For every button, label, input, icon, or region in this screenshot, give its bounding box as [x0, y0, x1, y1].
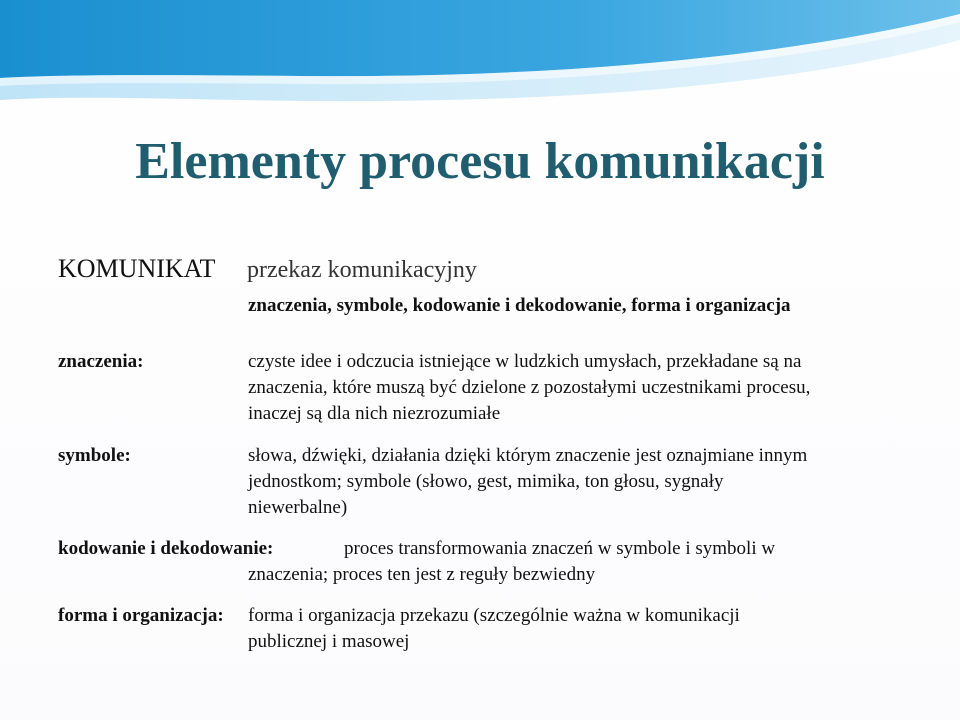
kodowanie-label: kodowanie i dekodowanie:: [58, 538, 274, 559]
symbole-line-3: niewerbalne): [248, 497, 348, 518]
forma-line-2: publicznej i masowej: [248, 631, 410, 652]
znaczenia-label: znaczenia:: [58, 351, 144, 372]
znaczenia-line-2: znaczenia, które muszą być dzielone z pozostałymi uczestnikami procesu,: [248, 377, 811, 398]
kodowanie-line-2: znaczenia; proces ten jest z reguły bezwiedny: [248, 564, 596, 585]
komunikat-subtitle: znaczenia, symbole, kodowanie i dekodowanie, forma i organizacja: [248, 295, 791, 316]
forma-label: forma i organizacja:: [58, 605, 224, 626]
decorative-wave-header: [0, 0, 960, 120]
symbole-line-1: słowa, dźwięki, działania dzięki którym znaczenie jest oznajmiane innym: [248, 445, 808, 466]
komunikat-text: przekaz komunikacyjny: [247, 257, 477, 283]
symbole-line-2: jednostkom; symbole (słowo, gest, mimika, ton głosu, sygnały: [248, 471, 724, 492]
komunikat-label: KOMUNIKAT: [58, 254, 216, 283]
slide-title: Elementy procesu komunikacji: [135, 133, 825, 190]
znaczenia-line-1: czyste idee i odczucia istniejące w ludzkich umysłach, przekładane są na: [248, 351, 802, 372]
symbole-label: symbole:: [58, 445, 131, 466]
znaczenia-line-3: inaczej są dla nich niezrozumiałe: [248, 403, 501, 424]
kodowanie-line-1: proces transformowania znaczeń w symbole i symboli w: [344, 538, 776, 559]
forma-line-1: forma i organizacja przekazu (szczególnie ważna w komunikacji: [248, 605, 740, 626]
